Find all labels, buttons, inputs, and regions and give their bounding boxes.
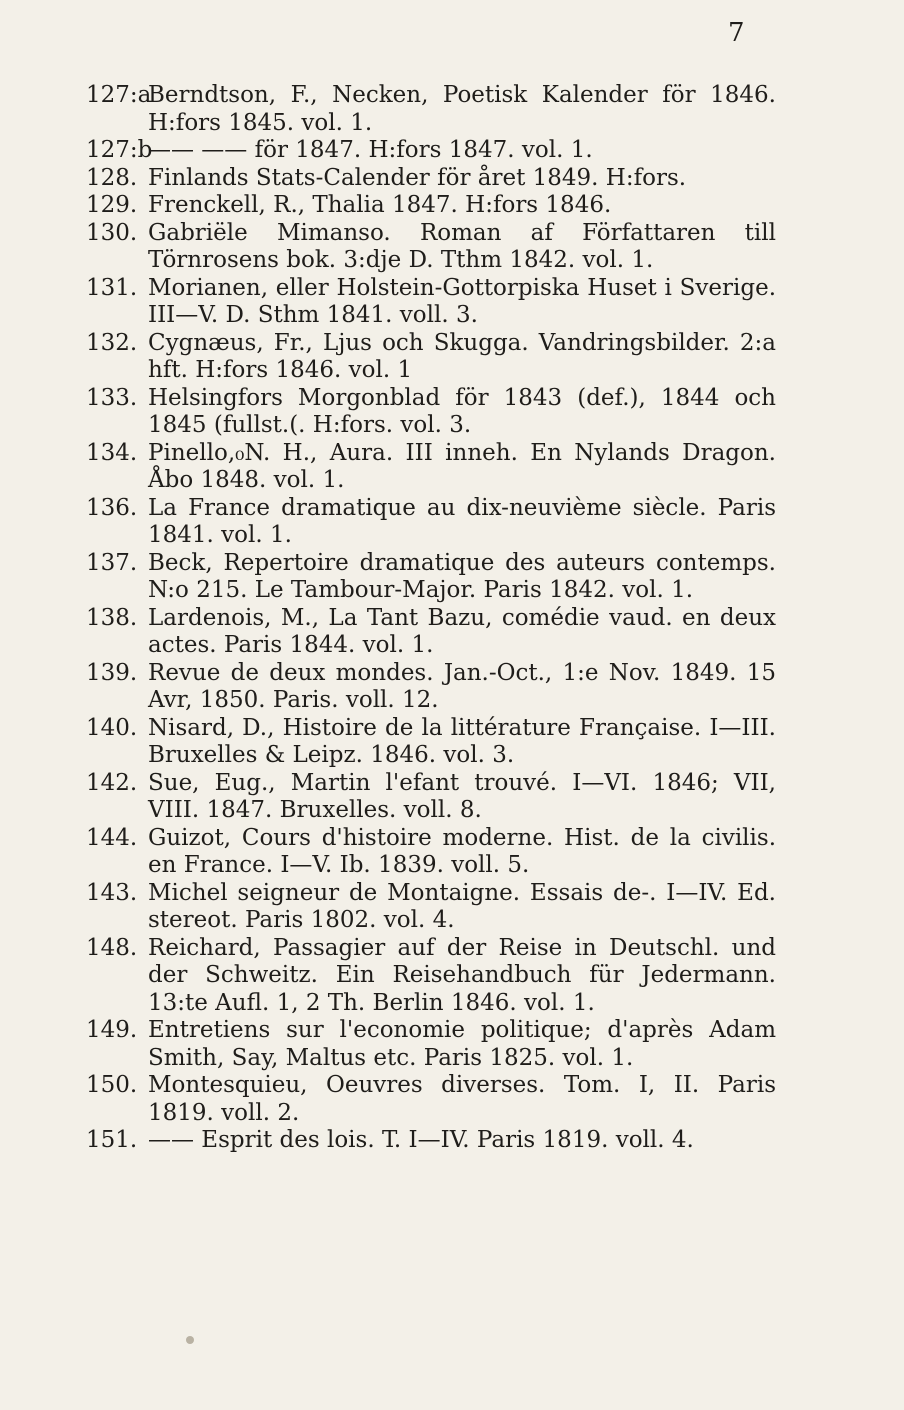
entry-text: Morianen, eller Holstein-Gottorpiska Huset i Sverige. III—V. D. Sthm 1841. voll. 3. <box>148 274 776 328</box>
entry-text: Frenckell, R., Thalia 1847. H:fors 1846. <box>148 192 612 218</box>
entry-text: —— —— för 1847. H:fors 1847. vol. 1. <box>148 137 593 163</box>
entry-number: 129. <box>86 192 138 218</box>
entry-text: Pinello,₀N. H., Aura. III inneh. En Nylands Dragon. Åbo 1848. vol. 1. <box>148 439 776 493</box>
entry-number: 136. <box>86 494 138 521</box>
entry-number: 143. <box>86 879 138 906</box>
catalogue-entry <box>86 770 776 825</box>
catalogue-entry <box>86 1127 776 1155</box>
entry-number: 144. <box>86 824 138 851</box>
entry-number: 140. <box>86 714 138 741</box>
catalogue-entry <box>86 330 776 385</box>
entry-number: 150. <box>86 1072 138 1098</box>
entry-number: 149. <box>86 1017 138 1043</box>
catalogue-entries <box>86 82 776 1155</box>
entry-text: Cygnæus, Fr., Ljus och Skugga. Vandringsbilder. 2:a hft. H:fors 1846. vol. 1 <box>148 329 776 383</box>
catalogue-entry <box>86 1017 776 1072</box>
entry-text: Montesquieu, Oeuvres diverses. Tom. I, II. Paris 1819. voll. 2. <box>148 1072 776 1126</box>
entry-text: Reichard, Passagier auf der Reise in Deutschl. und der Schweitz. Ein Reisehandbuch für Jedermann. 13:te Aufl. 1, 2 Th. Berlin 1846. vol. 1. <box>148 934 776 1016</box>
catalogue-entry <box>86 660 776 715</box>
entry-text: Beck, Repertoire dramatique des auteurs contemps. N:o 215. Le Tambour-Major. Paris 1842. vol. 1. <box>148 549 776 603</box>
entry-text: Lardenois, M., La Tant Bazu, comédie vaud. en deux actes. Paris 1844. vol. 1. <box>148 604 776 658</box>
paper-speck <box>186 1336 194 1344</box>
catalogue-entry <box>86 275 776 330</box>
entry-text: Guizot, Cours d'histoire moderne. Hist. de la civilis. en France. I—V. Ib. 1839. voll. 5. <box>148 824 776 878</box>
entry-text: Berndtson, F., Necken, Poetisk Kalender för 1846. H:fors 1845. vol. 1. <box>148 82 776 136</box>
catalogue-entry <box>86 1072 776 1127</box>
entry-number: 139. <box>86 659 138 686</box>
entry-number: 128. <box>86 164 138 191</box>
entry-text: —— Esprit des lois. T. I—IV. Paris 1819. voll. 4. <box>148 1127 694 1153</box>
catalogue-entry <box>86 550 776 605</box>
catalogue-entry <box>86 605 776 660</box>
entry-text: Michel seigneur de Montaigne. Essais de-. I—IV. Ed. stereot. Paris 1802. vol. 4. <box>148 879 776 933</box>
entry-number: 130. <box>86 219 138 246</box>
catalogue-entry <box>86 495 776 550</box>
entry-text: Gabriële Mimanso. Roman af Författaren till Törnrosens bok. 3:dje D. Tthm 1842. vol. 1. <box>148 219 776 273</box>
entry-text: Helsingfors Morgonblad för 1843 (def.), 1844 och 1845 (fullst.(. H:fors. vol. 3. <box>148 384 776 438</box>
entry-number: 127:a <box>86 82 152 108</box>
entry-text: Entretiens sur l'economie politique; d'après Adam Smith, Say, Maltus etc. Paris 1825. vol. 1. <box>148 1017 776 1071</box>
entry-text: Nisard, D., Histoire de la littérature Française. I—III. Bruxelles & Leipz. 1846. vol. 3. <box>148 714 776 768</box>
entry-number: 137. <box>86 549 138 576</box>
entry-number: 142. <box>86 769 138 796</box>
entry-text: Revue de deux mondes. Jan.-Oct., 1:e Nov. 1849. 15 Avr, 1850. Paris. voll. 12. <box>148 659 776 713</box>
entry-number: 133. <box>86 384 138 411</box>
entry-number: 134. <box>86 439 138 466</box>
catalogue-entry <box>86 165 776 193</box>
catalogue-entry <box>86 137 776 165</box>
catalogue-entry <box>86 220 776 275</box>
catalogue-entry <box>86 385 776 440</box>
entry-number: 151. <box>86 1127 138 1153</box>
catalogue-entry <box>86 880 776 935</box>
entry-number: 131. <box>86 274 138 301</box>
catalogue-entry <box>86 440 776 495</box>
entry-number: 138. <box>86 604 138 631</box>
entry-number: 132. <box>86 329 138 356</box>
catalogue-entry <box>86 935 776 1018</box>
entry-number: 127:b <box>86 137 153 163</box>
entry-number: 148. <box>86 934 138 961</box>
catalogue-entry <box>86 715 776 770</box>
catalogue-entry <box>86 825 776 880</box>
catalogue-entry <box>86 192 776 220</box>
entry-text: Sue, Eug., Martin l'efant trouvé. I—VI. 1846; VII, VIII. 1847. Bruxelles. voll. 8. <box>148 769 776 823</box>
entry-text: Finlands Stats-Calender för året 1849. H:fors. <box>148 164 687 191</box>
entry-text: La France dramatique au dix-neuvième siècle. Paris 1841. vol. 1. <box>148 494 776 548</box>
catalogue-entry <box>86 82 776 137</box>
page-number: 7 <box>728 18 745 48</box>
